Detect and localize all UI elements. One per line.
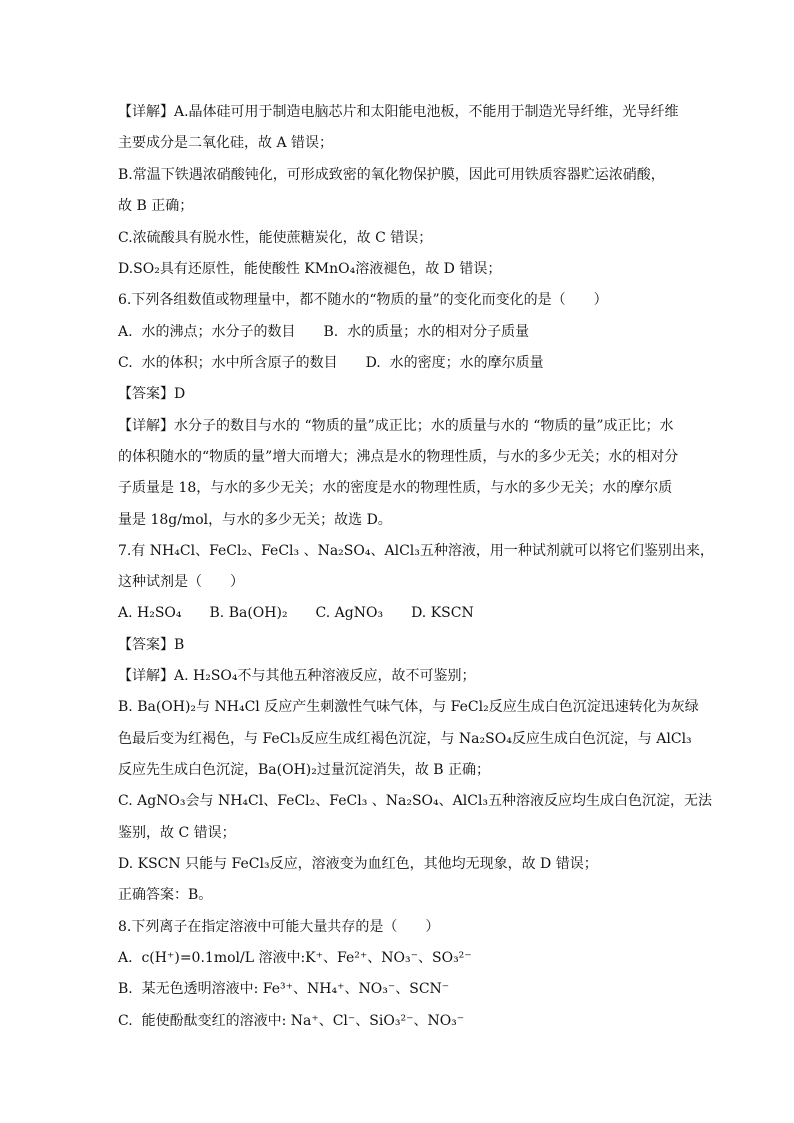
text-line: 【详解】A.晶体硅可用于制造电脑芯片和太阳能电池板，不能用于制造光导纤维，光导纤维	[118, 104, 679, 120]
answer-line: 【答案】D	[118, 386, 186, 402]
text-line: 主要成分是二氧化硅，故 A 错误；	[118, 135, 334, 151]
option-b: B. 某无色透明溶液中: Fe³⁺、NH₄⁺、NO₃⁻、SCN⁻	[118, 981, 450, 997]
question-6: 6.下列各组数值或物理量中，都不随水的“物质的量”的变化而变化的是（ ）	[118, 292, 608, 308]
text-line: 故 B 正确；	[118, 198, 194, 214]
text-line: 色最后变为红褐色，与 FeCl₃反应生成红褐色沉淀，与 Na₂SO₄反应生成白色沉淀，与 AlCl₃	[118, 731, 692, 747]
text-line: 的体积随水的“物质的量”增大而增大；沸点是水的物理性质，与水的多少无关；水的相对分	[118, 449, 679, 465]
text-line: 【详解】水分子的数目与水的 “物质的量”成正比；水的质量与水的 “物质的量”成正比；水	[118, 418, 674, 434]
text-line: 鉴别，故 C 错误；	[118, 825, 236, 841]
text-line: 量是 18g/mol，与水的多少无关；故选 D。	[118, 512, 392, 528]
text-line: 反应先生成白色沉淀，Ba(OH)₂过量沉淀消失，故 B 正确；	[118, 762, 491, 778]
text-line: D. KSCN 只能与 FeCl₃反应，溶液变为血红色，其他均无现象，故 D 错误；	[118, 856, 598, 872]
option-c: C. 能使酚酞变红的溶液中: Na⁺、Cl⁻、SiO₃²⁻、NO₃⁻	[118, 1013, 465, 1029]
options-line: C. 水的体积；水中所含原子的数目 D. 水的密度；水的摩尔质量	[118, 355, 544, 371]
text-line: D.SO₂具有还原性，能使酸性 KMnO₄溶液褪色，故 D 错误；	[118, 261, 502, 277]
options-line: A. 水的沸点；水分子的数目 B. 水的质量；水的相对分子质量	[118, 324, 530, 340]
option-a: A. c(H⁺)=0.1mol/L 溶液中:K⁺、Fe²⁺、NO₃⁻、SO₃²⁻	[118, 950, 472, 966]
question-7: 7.有 NH₄Cl、FeCl₂、FeCl₃ 、Na₂SO₄、AlCl₃五种溶液，用一种试剂就可以将它们鉴别出来，	[118, 543, 714, 559]
text-line: B.常温下铁遇浓硝酸钝化，可形成致密的氧化物保护膜，因此可用铁质容器贮运浓硝酸，	[118, 167, 665, 183]
question-8: 8.下列离子在指定溶液中可能大量共存的是（ ）	[118, 919, 440, 935]
text-line: 这种试剂是（ ）	[118, 574, 244, 590]
text-line: C.浓硫酸具有脱水性，能使蔗糖炭化，故 C 错误；	[118, 230, 433, 246]
text-line: 子质量是 18，与水的多少无关；水的密度是水的物理性质，与水的多少无关；水的摩尔质	[118, 480, 673, 496]
text-line: C. AgNO₃会与 NH₄Cl、FeCl₂、FeCl₃ 、Na₂SO₄、AlCl₃五种溶液反应均生成白色沉淀，无法	[118, 793, 713, 809]
text-line: 【详解】A. H₂SO₄不与其他五种溶液反应，故不可鉴别；	[118, 668, 476, 684]
text-line: B. Ba(OH)₂与 NH₄Cl 反应产生刺激性气味气体，与 FeCl₂反应生成白色沉淀迅速转化为灰绿	[118, 699, 699, 715]
options-line: A. H₂SO₄ B. Ba(OH)₂ C. AgNO₃ D. KSCN	[118, 605, 474, 621]
text-line: 正确答案：B。	[118, 887, 213, 903]
answer-line: 【答案】B	[118, 637, 185, 653]
